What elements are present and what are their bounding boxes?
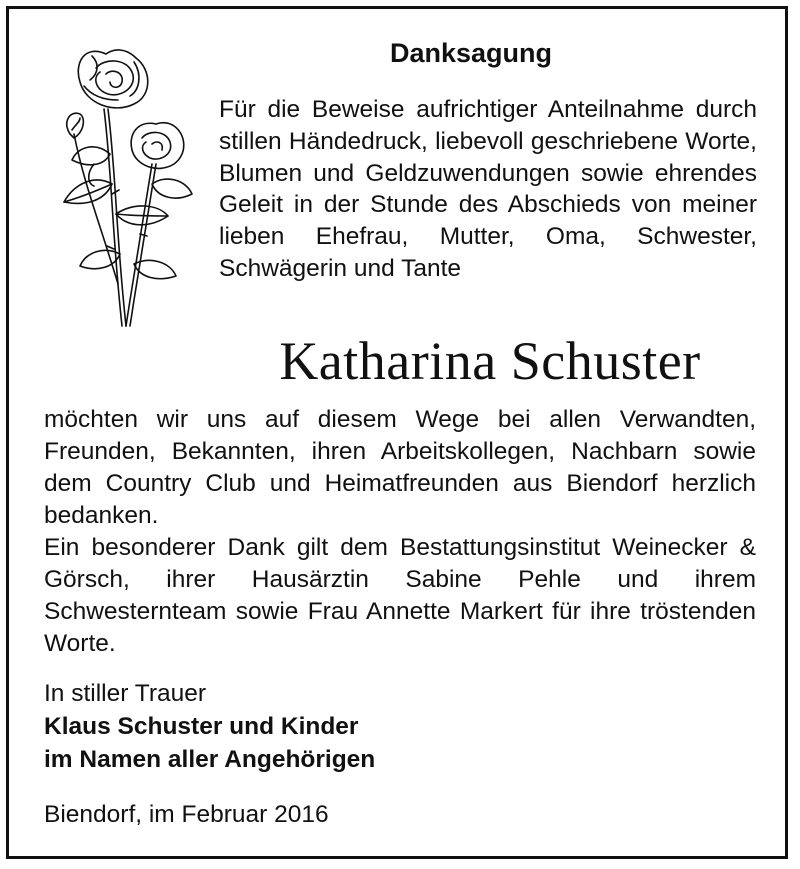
body-text: [44, 404, 756, 660]
signature-block: [44, 677, 375, 776]
body-paragraph-2: Ein besonderer Dank gilt dem Bestattungsinstitut Weinecker & Görsch, ihrer Hausärztin Sabine Pehle und ihrem Schwesternteam sowie Frau Annette Markert für ihre tröstenden Worte.: [44, 534, 756, 657]
place-date: Biendorf, im Februar 2016: [44, 801, 329, 828]
deceased-name: [0, 330, 800, 392]
deceased-name-text: Katharina Schuster: [279, 331, 701, 391]
intro-paragraph: Für die Beweise aufrichtiger Anteilnahme durch stillen Händedruck, liebevoll geschriebene Worte, Blumen und Geldzuwendungen sowie ehrendes Geleit in der Stunde des Abschieds von meiner lieben Ehefrau, Mutter, Oma, Schwester, Schwägerin und Tante: [219, 96, 757, 282]
body-paragraph-1: möchten wir uns auf diesem Wege bei allen Verwandten, Freunden, Bekannten, ihren Arbeitskollegen, Nachbarn sowie dem Country Club und Heimatfreunden aus Biendorf herzlich bedanken.: [44, 406, 756, 529]
intro-text: [219, 94, 757, 285]
signature-line-1: In stiller Trauer: [44, 680, 207, 707]
rose-illustration-icon: [34, 34, 204, 334]
signature-line-2: Klaus Schuster und Kinder: [44, 713, 359, 740]
heading: Danksagung: [390, 38, 553, 68]
signature-line-3: im Namen aller Angehörigen: [44, 746, 376, 773]
